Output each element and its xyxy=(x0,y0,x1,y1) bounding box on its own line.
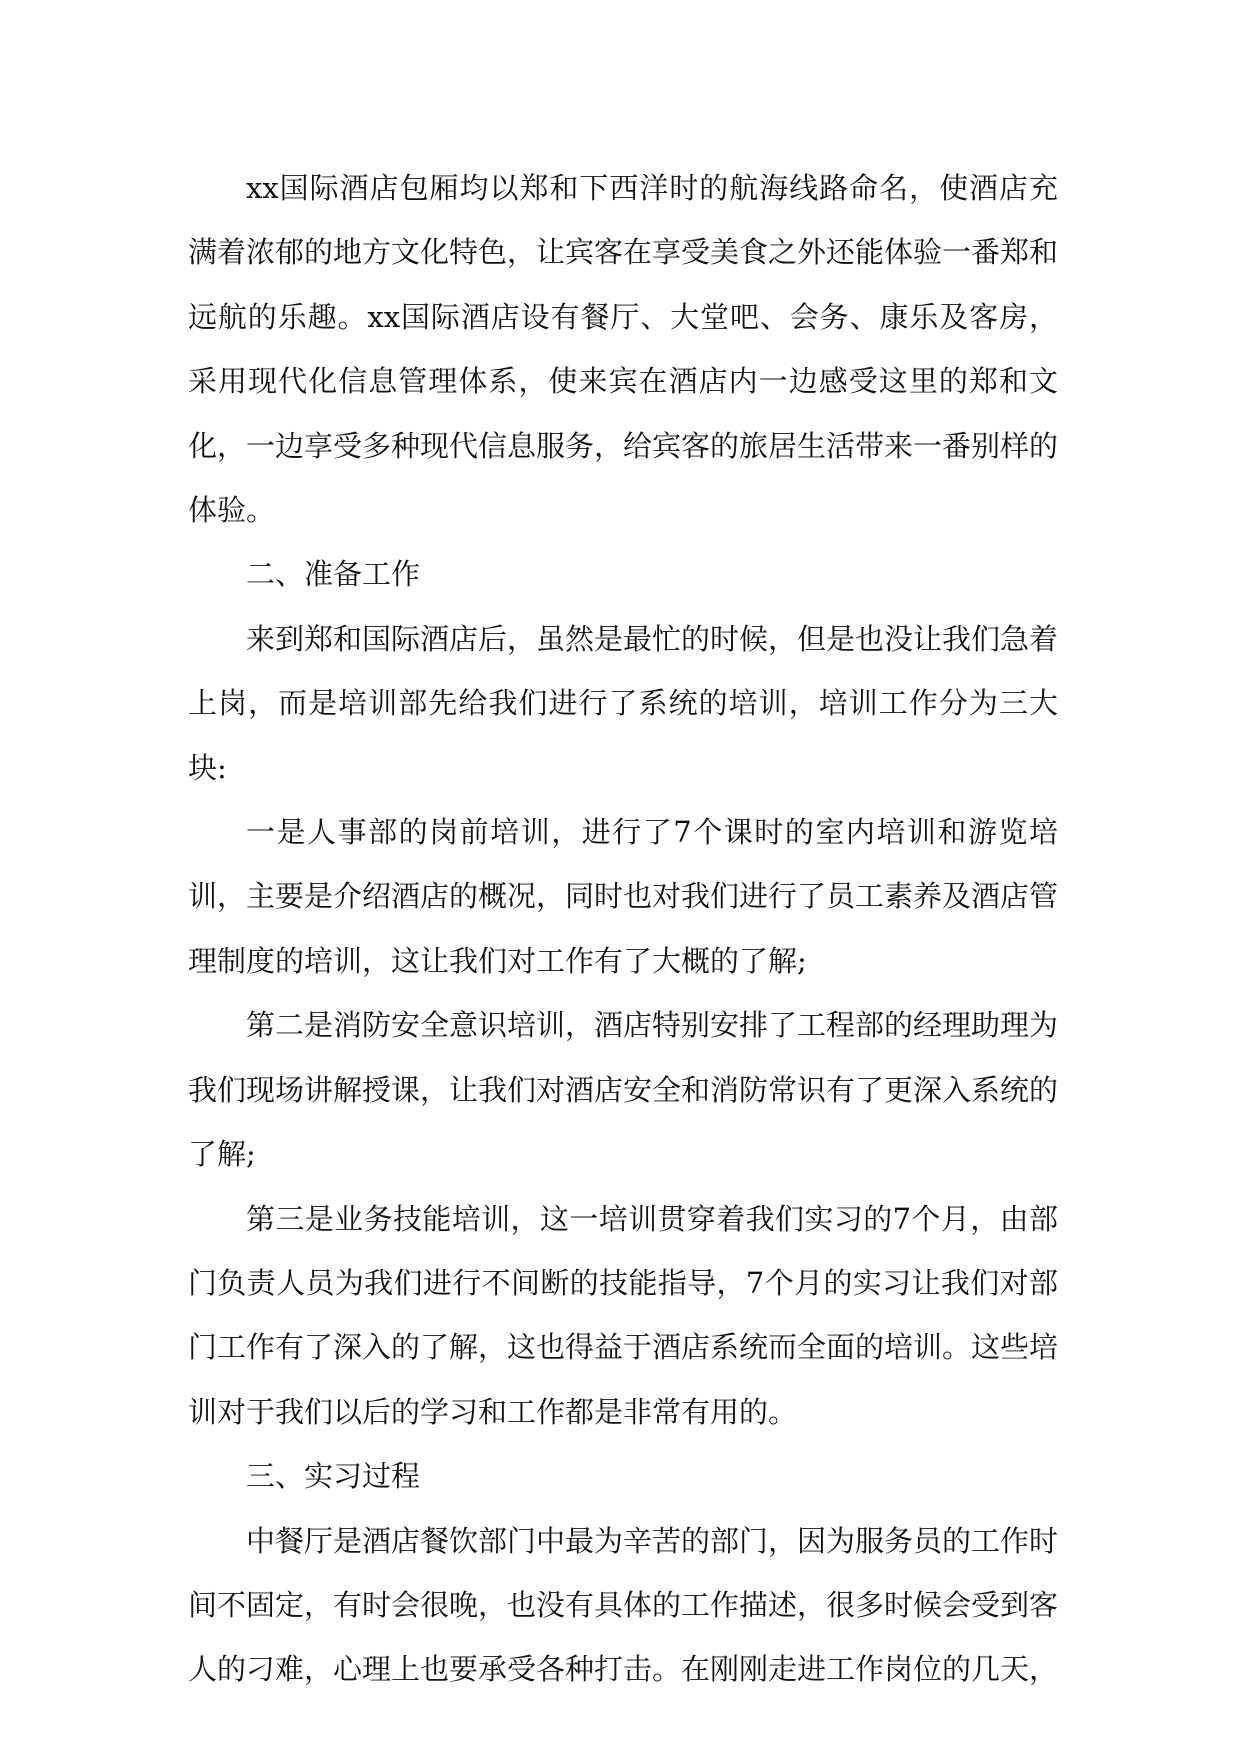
document-body xyxy=(188,156,1058,1702)
paragraph-training-overview: 来到郑和国际酒店后，虽然是最忙的时候，但是也没让我们急着上岗，而是培训部先给我们进行了系统的培训，培训工作分为三大块: xyxy=(188,621,1059,785)
paragraph-fire-safety-training: 第二是消防安全意识培训，酒店特别安排了工程部的经理助理为我们现场讲解授课，让我们对酒店安全和消防常识有了更深入系统的了解; xyxy=(188,1008,1059,1172)
paragraph-hotel-intro: xx国际酒店包厢均以郑和下西洋时的航海线路命名，使酒店充满着浓郁的地方文化特色，让宾客在享受美食之外还能体验一番郑和远航的乐趣。xx国际酒店设有餐厅、大堂吧、会务、康乐及客房，采用现代化信息管理体系，使来宾在酒店内一边感受这里的郑和文化，一边享受多种现代信息服务，给宾客的旅居生活带来一番别样的体验。 xyxy=(188,171,1059,528)
heading-internship-process: 三、实习过程 xyxy=(246,1459,421,1494)
paragraph-hr-training: 一是人事部的岗前培训，进行了7个课时的室内培训和游览培训，主要是介绍酒店的概况，同时也对我们进行了员工素养及酒店管理制度的培训，这让我们对工作有了大概的了解; xyxy=(188,815,1059,978)
paragraph-chinese-restaurant: 中餐厅是酒店餐饮部门中最为辛苦的部门，因为服务员的工作时间不固定，有时会很晚，也没有具体的工作描述，很多时候会受到客人的刁难，心理上也要承受各种打击。在刚刚走进工作岗位的几天， xyxy=(188,1523,1059,1687)
heading-preparation: 二、准备工作 xyxy=(246,557,421,592)
paragraph-skills-training: 第三是业务技能培训，这一培训贯穿着我们实习的7个月，由部门负责人员为我们进行不间断的技能指导，7个月的实习让我们对部门工作有了深入的了解，这也得益于酒店系统而全面的培训。这些培训对于我们以后的学习和工作都是非常有用的。 xyxy=(188,1201,1059,1429)
